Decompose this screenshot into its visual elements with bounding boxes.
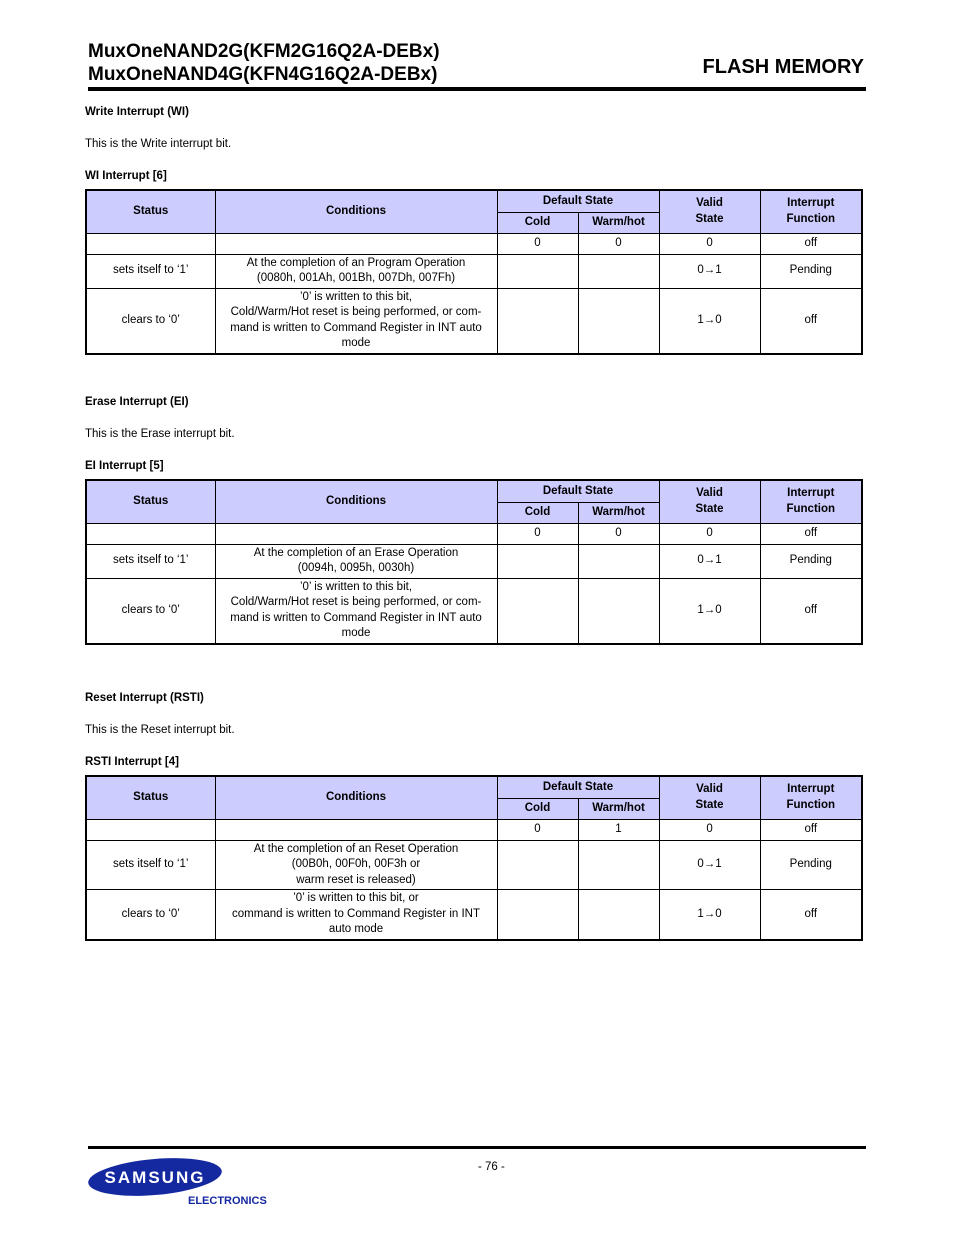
cell-interrupt-function: off bbox=[760, 890, 862, 940]
cell-status bbox=[86, 819, 215, 840]
header-interrupt-function: Interrupt Function bbox=[760, 190, 862, 233]
samsung-logo-graphic bbox=[88, 1155, 268, 1210]
section-description: This is the Reset interrupt bit. bbox=[85, 724, 235, 736]
cell-interrupt-function: Pending bbox=[760, 254, 862, 288]
header-valid-state: Valid State bbox=[659, 190, 760, 233]
header-warm-hot: Warm/hot bbox=[578, 212, 659, 233]
cell-valid-state: 0→1 bbox=[659, 254, 760, 288]
cell-warm-hot bbox=[578, 288, 659, 354]
cell-valid-state: 0 bbox=[659, 523, 760, 544]
cell-valid-state: 0→1 bbox=[659, 840, 760, 890]
cell-valid-state: 1→0 bbox=[659, 890, 760, 940]
cell-valid-state: 1→0 bbox=[659, 578, 760, 644]
header-status: Status bbox=[86, 776, 215, 819]
cell-interrupt-function: off bbox=[760, 288, 862, 354]
cell-interrupt-function: off bbox=[760, 233, 862, 254]
cell-status: sets itself to ‘1’ bbox=[86, 544, 215, 578]
cell-interrupt-function: off bbox=[760, 819, 862, 840]
header-valid-state: Valid State bbox=[659, 776, 760, 819]
cell-conditions bbox=[215, 523, 497, 544]
footer-rule bbox=[88, 1146, 866, 1149]
header-conditions: Conditions bbox=[215, 776, 497, 819]
table-row-clear bbox=[86, 890, 862, 940]
cell-status: clears to ‘0’ bbox=[86, 288, 215, 354]
cell-cold bbox=[497, 890, 578, 940]
register-table bbox=[85, 189, 863, 355]
table-row-set bbox=[86, 254, 862, 288]
table-row-default bbox=[86, 819, 862, 840]
cell-valid-state: 0 bbox=[659, 233, 760, 254]
section-description: This is the Erase interrupt bit. bbox=[85, 428, 235, 440]
samsung-logo bbox=[88, 1155, 268, 1215]
cell-status bbox=[86, 523, 215, 544]
cell-warm-hot bbox=[578, 578, 659, 644]
cell-conditions bbox=[215, 233, 497, 254]
cell-status: sets itself to ‘1’ bbox=[86, 254, 215, 288]
logo-sub-text: ELECTRONICS bbox=[188, 1195, 267, 1207]
cell-conditions: At the completion of an Reset Operation (00B0h, 00F0h, 00F3h or warm reset is released) bbox=[215, 840, 497, 890]
cell-valid-state: 1→0 bbox=[659, 288, 760, 354]
cell-cold bbox=[497, 544, 578, 578]
header-cold: Cold bbox=[497, 212, 578, 233]
cell-interrupt-function: Pending bbox=[760, 840, 862, 890]
cell-conditions: At the completion of an Program Operation (0080h, 001Ah, 001Bh, 007Dh, 007Fh) bbox=[215, 254, 497, 288]
cell-conditions: ’0’ is written to this bit, Cold/Warm/Hot reset is being performed, or com- mand is written to Command Register in INT auto mode bbox=[215, 288, 497, 354]
cell-conditions: ’0’ is written to this bit, Cold/Warm/Hot reset is being performed, or com- mand is written to Command Register in INT auto mode bbox=[215, 578, 497, 644]
cell-warm-hot bbox=[578, 254, 659, 288]
section-description: This is the Write interrupt bit. bbox=[85, 138, 232, 150]
table-caption: WI Interrupt [6] bbox=[85, 170, 167, 182]
cell-cold: 0 bbox=[497, 523, 578, 544]
page-number: - 76 - bbox=[478, 1161, 505, 1173]
header-default-state: Default State bbox=[497, 190, 659, 212]
header-warm-hot: Warm/hot bbox=[578, 502, 659, 523]
table-caption: RSTI Interrupt [4] bbox=[85, 756, 179, 768]
cell-cold bbox=[497, 578, 578, 644]
logo-brand-text: SAMSUNG bbox=[104, 1168, 206, 1187]
header-conditions: Conditions bbox=[215, 480, 497, 523]
header-cold: Cold bbox=[497, 502, 578, 523]
title-line-1: MuxOneNAND2G(KFM2G16Q2A-DEBx) bbox=[88, 41, 440, 62]
cell-status: sets itself to ‘1’ bbox=[86, 840, 215, 890]
header-status: Status bbox=[86, 190, 215, 233]
document-title bbox=[88, 40, 440, 86]
cell-valid-state: 0 bbox=[659, 819, 760, 840]
header-status: Status bbox=[86, 480, 215, 523]
cell-conditions bbox=[215, 819, 497, 840]
cell-cold bbox=[497, 288, 578, 354]
header-cold: Cold bbox=[497, 798, 578, 819]
cell-cold: 0 bbox=[497, 819, 578, 840]
cell-cold: 0 bbox=[497, 233, 578, 254]
cell-interrupt-function: Pending bbox=[760, 544, 862, 578]
register-table bbox=[85, 775, 863, 941]
header-conditions: Conditions bbox=[215, 190, 497, 233]
table-row-clear bbox=[86, 288, 862, 354]
header-default-state: Default State bbox=[497, 480, 659, 502]
header-rule bbox=[88, 87, 866, 91]
cell-valid-state: 0→1 bbox=[659, 544, 760, 578]
cell-conditions: ’0’ is written to this bit, or command is written to Command Register in INT auto mode bbox=[215, 890, 497, 940]
header-interrupt-function: Interrupt Function bbox=[760, 776, 862, 819]
cell-warm-hot: 0 bbox=[578, 233, 659, 254]
cell-cold bbox=[497, 254, 578, 288]
table-caption: EI Interrupt [5] bbox=[85, 460, 164, 472]
cell-status: clears to ‘0’ bbox=[86, 578, 215, 644]
cell-warm-hot bbox=[578, 840, 659, 890]
header-default-state: Default State bbox=[497, 776, 659, 798]
cell-conditions: At the completion of an Erase Operation (0094h, 0095h, 0030h) bbox=[215, 544, 497, 578]
cell-status: clears to ‘0’ bbox=[86, 890, 215, 940]
cell-warm-hot: 1 bbox=[578, 819, 659, 840]
section-heading: Write Interrupt (WI) bbox=[85, 106, 189, 118]
cell-interrupt-function: off bbox=[760, 578, 862, 644]
cell-warm-hot bbox=[578, 890, 659, 940]
section-heading: Reset Interrupt (RSTI) bbox=[85, 692, 204, 704]
cell-status bbox=[86, 233, 215, 254]
header-valid-state: Valid State bbox=[659, 480, 760, 523]
table-row-set bbox=[86, 544, 862, 578]
header-warm-hot: Warm/hot bbox=[578, 798, 659, 819]
table-row-set bbox=[86, 840, 862, 890]
title-line-2: MuxOneNAND4G(KFN4G16Q2A-DEBx) bbox=[88, 64, 438, 85]
header-label: FLASH MEMORY bbox=[702, 56, 864, 78]
table-row-default bbox=[86, 523, 862, 544]
cell-interrupt-function: off bbox=[760, 523, 862, 544]
section-heading: Erase Interrupt (EI) bbox=[85, 396, 189, 408]
register-table bbox=[85, 479, 863, 645]
table-row-clear bbox=[86, 578, 862, 644]
cell-cold bbox=[497, 840, 578, 890]
cell-warm-hot: 0 bbox=[578, 523, 659, 544]
cell-warm-hot bbox=[578, 544, 659, 578]
table-row-default bbox=[86, 233, 862, 254]
header-interrupt-function: Interrupt Function bbox=[760, 480, 862, 523]
